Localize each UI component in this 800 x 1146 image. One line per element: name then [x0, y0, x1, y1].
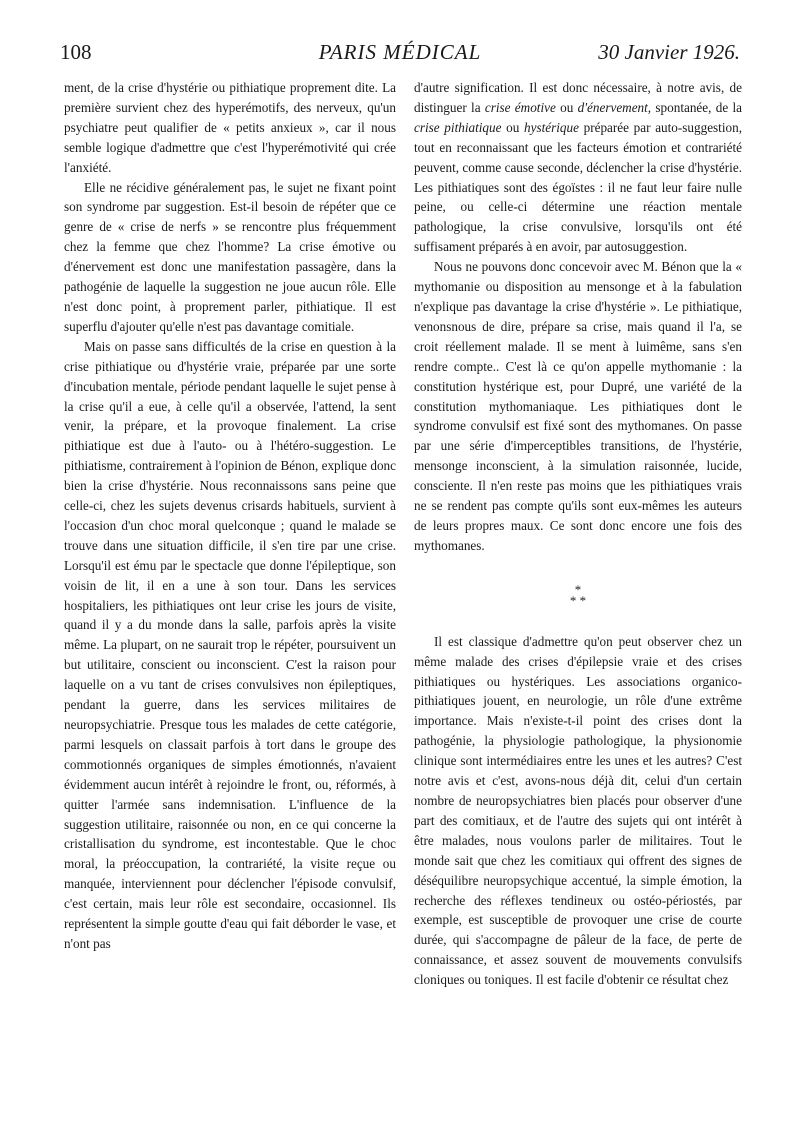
page-number: 108: [60, 40, 92, 64]
paragraph: [414, 78, 742, 257]
issue-date: 30 Janvier 1926.: [598, 40, 740, 64]
text-run: ou: [501, 119, 524, 135]
paragraph: Nous ne pouvons donc concevoir avec M. Bénon que la « mythomanie ou disposition au mensonge et à la fabulation n'explique pas davantage la crise d'hystérie ». Le pithiatique, venonsnous de dire, prépare sa crise, mais quand il l'a, se croit réellement malade. Il se ment à luimême, sans s'en rendre compte.. C'est là ce qu'on appelle mythomanie : la constitution hystérique est, pour Dupré, une variété de la constitution mythomaniaque. Les pithiatiques dont le syndrome convulsif est fixé sont des mythomanes. On passe par une série d'imperceptibles transitions, de l'hystérie, mensonge inconscient, à la simulation raisonnée, lucide, consciente. Il n'en reste pas moins que les pithiatiques vrais ne se rendent pas compte qu'ils sont eux-mêmes les auteurs de leurs propres maux. Ce sont donc encore une fois des mythomanes.: [414, 259, 742, 553]
journal-title: PARIS MÉDICAL: [318, 40, 482, 64]
italic-term: d'énervement,: [577, 99, 652, 115]
paragraph: Elle ne récidive généralement pas, le sujet ne fixant point son syndrome par suggestion. Est-il besoin de répéter que ce genre de « crise de nerfs » se rencontre plus fréquemment chez la femme que chez l'homme? La crise émotive ou d'énervement est donc une manifestation passagère, dans la pathogénie de laquelle la suggestion ne joue aucun rôle. Elle n'est donc point, à proprement parler, pithiatique. Il est superflu d'ajouter qu'elle n'est pas davantage comitiale.: [64, 179, 396, 334]
text-run: spontanée, de la: [651, 99, 743, 115]
section-separator: [414, 581, 742, 608]
italic-term: crise pithiatique: [414, 119, 502, 135]
text-run: d'autre signification. Il est donc nécessaire, à notre avis, de distinguer la: [414, 80, 742, 115]
italic-term: crise émotive: [484, 99, 556, 115]
paragraph: Il est classique d'admettre qu'on peut observer chez un même malade des crises d'épilepsie vraie et des crises pithiatiques ou hystériques. Les associations organico-pithiatiques jouent, en neurologie, un rôle d'une extrême importance. Mais n'existe-t-il point des crises dont la pathogénie, la physiologie pathologique, la physionomie clinique sont intermédiaires entre les unes et les autres? C'est notre avis et c'est, avons-nous déjà dit, celui d'un certain nombre de neuropsychiatres bien placés pour observer d'une part des comitiaux, et de l'autre des sujets qui ont intérêt à être malades, nous voulons parler de militaires. Tout le monde sait que chez les comitiaux qui offrent des signes de déséquilibre neuropsychique accentué, la simple émotion, la recherche des réflexes tendineux ou ostéo-périostés, par exemple, est susceptible de provoquer une crise de courte durée, qui s'accompagne de pâleur de la face, de perte de connaissance, et assez souvent de mouvements convulsifs cloniques ou toniques. Il est facile d'obtenir ce résultat chez: [414, 633, 742, 988]
asterism-top: *: [574, 581, 582, 597]
italic-term: hystérique: [524, 119, 579, 135]
text-run: préparée par auto-suggestion, tout en reconnaissant que les facteurs émotion et contrariété peuvent, comme cause seconde, déclencher la crise d'hystérie. Les pithiatiques sont des égoïstes : il ne faut leur faire nulle peine, ou celle-ci détermine une réaction mentale pathologique, la crise convulsive, lorsqu'ils ont été suffisament préparés à en avoir, par autosuggestion.: [414, 119, 742, 255]
left-column: [64, 78, 396, 954]
paragraph: ment, de la crise d'hystérie ou pithiatique proprement dite. La première survient chez des hyperémotifs, des nerveux, qu'un psychiatre peut qualifier de « petits anxieux », car il nous semble logique d'admettre que c'est l'hyperémotivité qui crée l'anxiété.: [64, 80, 396, 175]
right-column: [414, 78, 742, 990]
text-run: ou: [555, 99, 578, 115]
paragraph: Mais on passe sans difficultés de la crise en question à la crise pithiatique ou d'hystérie vraie, préparée par une sorte d'incubation mentale, période pendant laquelle le sujet pense à la crise qu'il a eue, à celle qu'il a observée, l'attend, la sent venir, la prépare, et la provoque finalement. La crise pithiatique est due à l'auto- ou à l'hétéro-suggestion. Le pithiatisme, contrairement à l'opinion de Bénon, explique donc bien la crise d'hystérie. Nous reconnaissons sans peine que celle-ci, chez les sujets devenus crisards habituels, survient à l'occasion d'un choc moral quelconque ; quand le malade se trouve dans une situation difficile, il s'en tire par une crise. Lorsqu'il est ému par le spectacle que donne l'épileptique, son voisin de lit, il en a une à son tour. Dans les services hospitaliers, les pithiatiques ont leur crise les jours de visite, quand il y a du monde dans la salle, parfois après la visite même. La plupart, on ne saurait trop le répéter, poursuivent un but utilitaire, conscient ou inconscient. C'est la raison pour laquelle on a vu tant de crises convulsives non épileptiques, pendant la guerre, dans les services militaires de neuropsychiatrie. Presque tous les malades de cette catégorie, parmi lesquels on classait parfois à tort dans le groupe des commotionnés organiques de simples émotionnés, n'avaient évidemment aucun intérêt à rejoindre le front, ou, réformés, à quitter l'armée sans indemnisation. L'influence de la suggestion utilitaire, raisonnée ou non, en ce qui concerne la cristallisation du syndrome, est incontestable. Que le choc moral, la préoccupation, la contrariété, la visite reçue ou manquée, interviennent pour déclencher l'épisode convulsif, c'est certain, mais leur rôle est secondaire, occasionnel. Ils représentent la simple goutte d'eau qui fait déborder le vase, et n'ont pas: [64, 338, 396, 951]
asterism-bottom: * *: [569, 592, 587, 608]
page-header: [60, 38, 740, 68]
